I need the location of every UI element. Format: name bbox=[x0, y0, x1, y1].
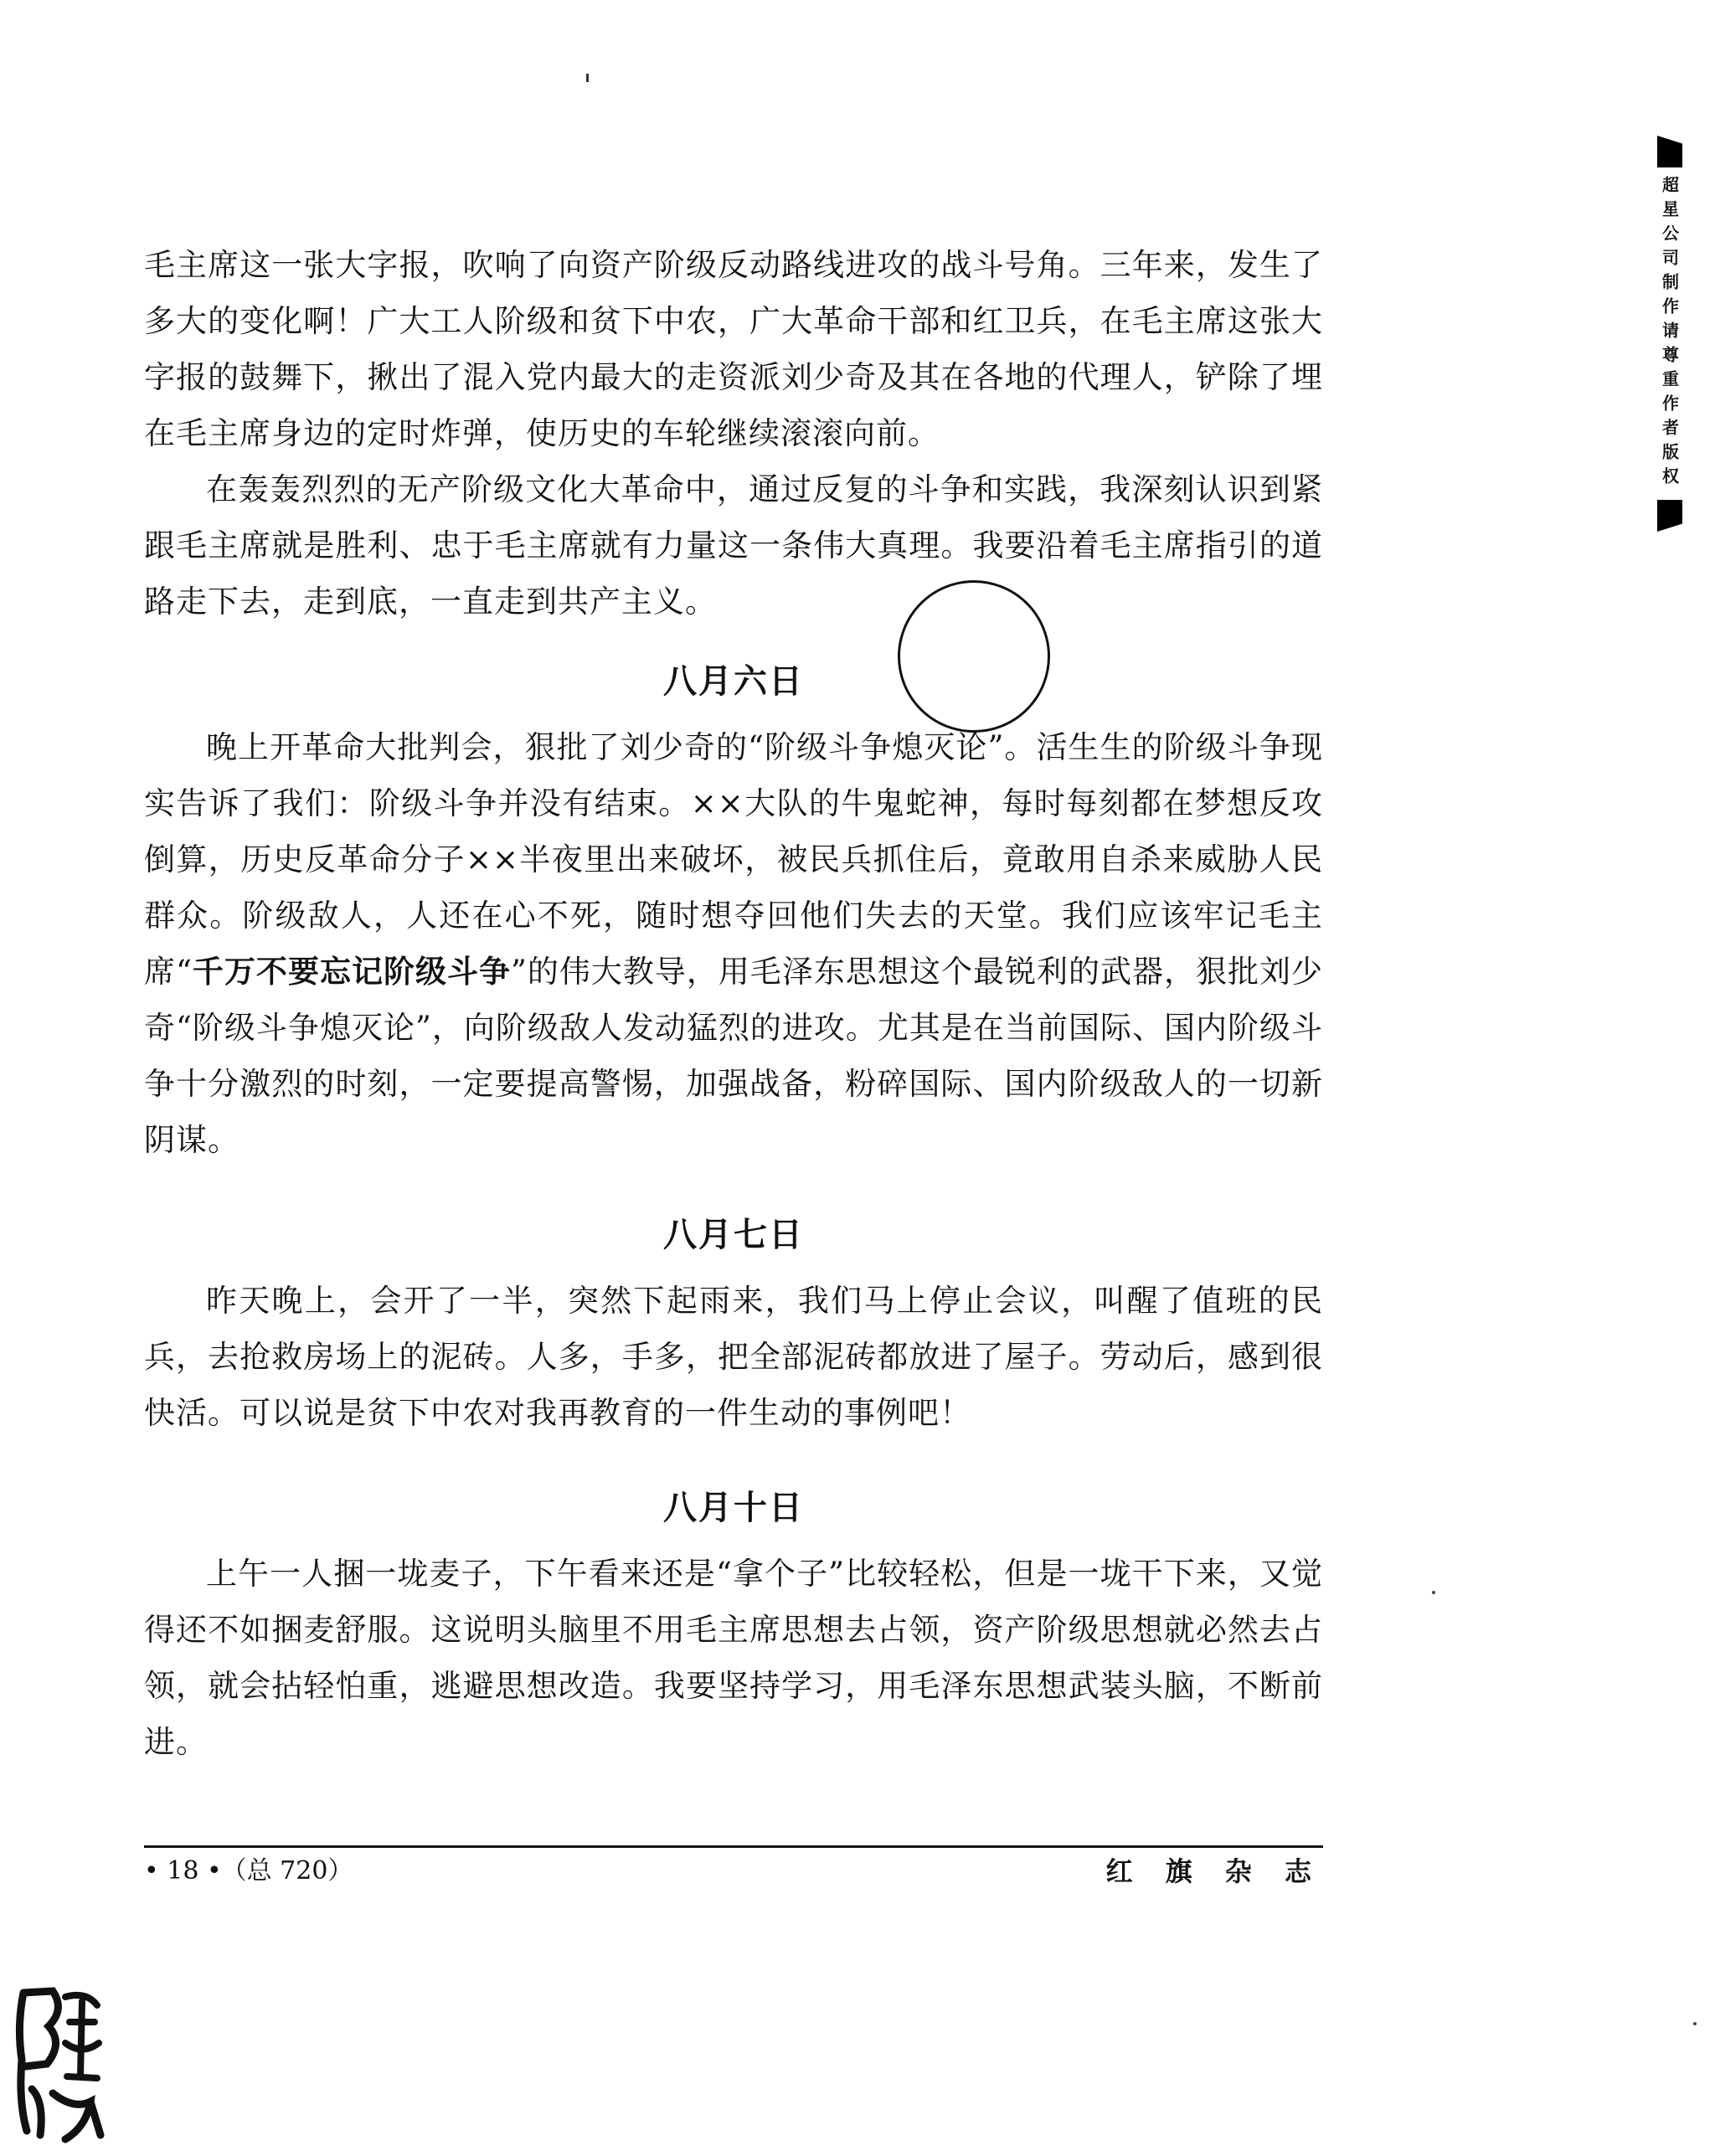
scan-speck bbox=[1432, 1591, 1435, 1594]
strip-bar-bottom bbox=[1657, 500, 1682, 532]
bold-quotation: 千万不要忘记阶级斗争 bbox=[192, 954, 511, 990]
page-number: • 18 •（总 720） bbox=[144, 1856, 353, 1886]
paragraph bbox=[144, 719, 1323, 1168]
seal-stamp-icon bbox=[7, 1976, 107, 2143]
page-mark bbox=[586, 74, 589, 82]
entry-heading-aug-7: 八月七日 bbox=[663, 1216, 804, 1254]
entry-heading-aug-6: 八月六日 bbox=[663, 662, 804, 701]
paragraph-part: ”的伟大教导，用毛泽东思想这个最锐利的武器，狠批刘少奇“阶级斗争熄灭论”，向阶级敌人发动猛烈的进攻。尤其是在当前国际、国内阶级斗争十分激烈的时刻，一定要提高警惕，加强战备，粉碎国际、国内阶级敌人的一切新阴谋。 bbox=[144, 954, 1323, 1158]
copyright-strip bbox=[1651, 136, 1688, 532]
article-body bbox=[144, 237, 1323, 1770]
entry-heading-aug-10: 八月十日 bbox=[663, 1489, 804, 1527]
paragraph: 毛主席这一张大字报，吹响了向资产阶级反动路线进攻的战斗号角。三年来，发生了多大的变化啊！广大工人阶级和贫下中农，广大革命干部和红卫兵，在毛主席这张大字报的鼓舞下，揪出了混入党内最大的走资派刘少奇及其在各地的代理人，铲除了埋在毛主席身边的定时炸弹，使历史的车轮继续滚滚向前。 bbox=[144, 247, 1323, 451]
copyright-text: 超星公司制作请尊重作者版权 bbox=[1659, 176, 1680, 491]
circle-mark bbox=[898, 580, 1050, 733]
paragraph: 上午一人捆一垅麦子，下午看来还是“拿个子”比较轻松，但是一垅干下来，又觉得还不如捆麦舒服。这说明头脑里不用毛主席思想去占领，资产阶级思想就必然去占领，就会拈轻怕重，逃避思想改造。我要坚持学习，用毛泽东思想武装头脑，不断前进。 bbox=[144, 1556, 1323, 1760]
scan-speck bbox=[1693, 2022, 1697, 2025]
magazine-name: 红 旗 杂 志 bbox=[1105, 1855, 1323, 1887]
footer-rule bbox=[144, 1845, 1323, 1848]
paragraph: 在轰轰烈烈的无产阶级文化大革命中，通过反复的斗争和实践，我深刻认识到紧跟毛主席就是胜利、忠于毛主席就有力量这一条伟大真理。我要沿着毛主席指引的道路走下去，走到底，一直走到共产主义。 bbox=[144, 471, 1323, 620]
strip-bar-top bbox=[1657, 136, 1682, 167]
paragraph-part: 晚上开革命大批判会，狠批了刘少奇的“阶级斗争熄灭论”。活生生的阶级斗争现实告诉了我们：阶级斗争并没有结束。××大队的牛鬼蛇神，每时每刻都在梦想反攻倒算，历史反革命分子××半夜里出来破坏，被民兵抓住后，竟敢用自杀来威胁人民群众。阶级敌人，人还在心不死，随时想夺回他们失去的天堂。我们应该牢记毛主席“ bbox=[144, 729, 1323, 990]
paragraph: 昨天晚上，会开了一半，突然下起雨来，我们马上停止会议，叫醒了值班的民兵，去抢救房场上的泥砖。人多，手多，把全部泥砖都放进了屋子。劳动后，感到很快活。可以说是贫下中农对我再教育的一件生动的事例吧！ bbox=[144, 1283, 1323, 1431]
